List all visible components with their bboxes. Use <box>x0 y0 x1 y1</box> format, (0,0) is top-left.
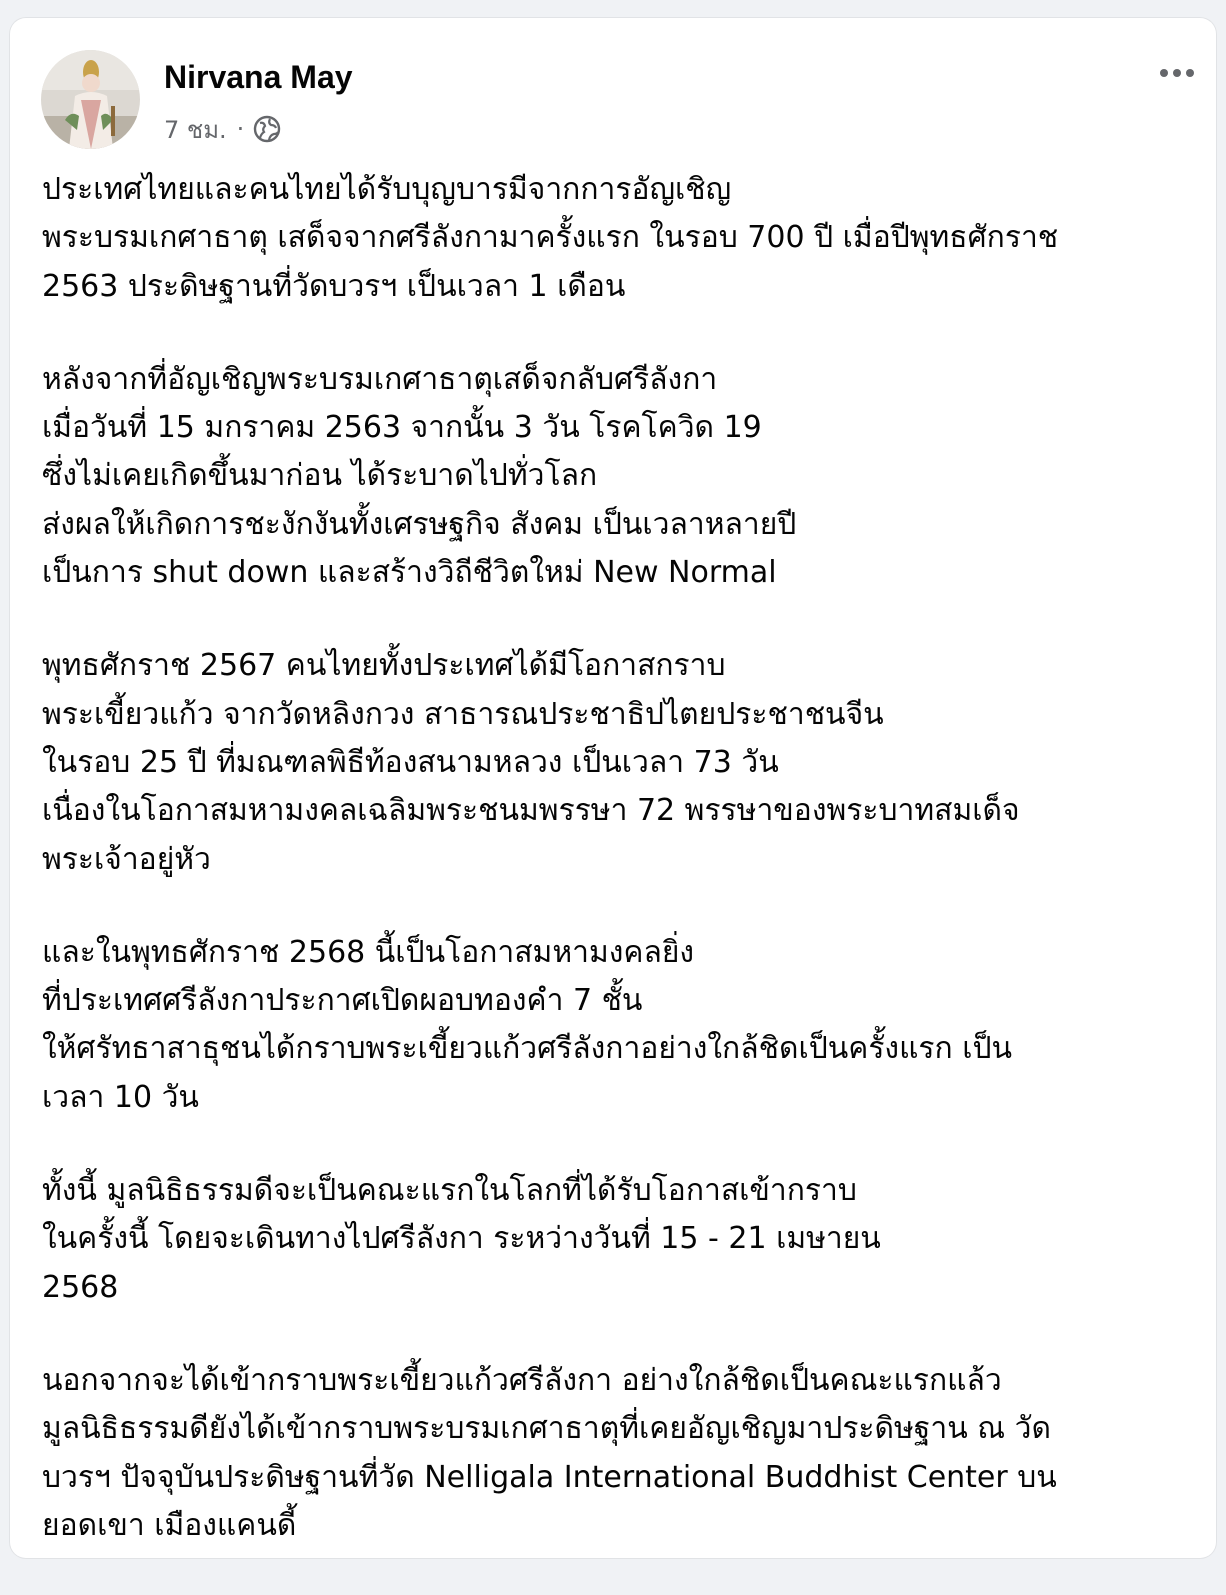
post-text-line: มูลนิธิธรรมดียังได้เข้ากราบพระบรมเกศาธาตุที่เคยอัญเชิญมาประดิษฐาน ณ วัด <box>42 1411 1051 1447</box>
post-text-line: พระเจ้าอยู่หัว <box>42 841 211 877</box>
post-text-line: ทั้งนี้ มูลนิธิธรรมดีจะเป็นคณะแรกในโลกที่ได้รับโอกาสเข้ากราบ <box>42 1173 857 1209</box>
post-paragraph <box>42 166 1192 311</box>
more-options-button[interactable] <box>1154 58 1200 88</box>
post-text-line: พระเขี้ยวแก้ว จากวัดหลิงกวง สาธารณประชาธิปไตยประชาชนจีน <box>42 696 884 732</box>
post-text-line: พระบรมเกศาธาตุ เสด็จจากศรีลังกามาครั้งแรก ในรอบ 700 ปี เมื่อปีพุทธศักราช <box>42 220 1059 256</box>
post-text-line: บวรฯ ปัจจุบันประดิษฐานที่วัด Nelligala International Buddhist Center บน <box>42 1459 1057 1495</box>
post-text-line: ประเทศไทยและคนไทยได้รับบุญบารมีจากการอัญเชิญ <box>42 172 732 207</box>
post-text-line: ที่ประเทศศรีลังกาประกาศเปิดผอบทองคำ 7 ชั้น <box>42 983 643 1019</box>
post-text-line: 2568 <box>42 1269 119 1305</box>
post-text-line: นอกจากจะได้เข้ากราบพระเขี้ยวแก้วศรีลังกา อย่างใกล้ชิดเป็นคณะแรกแล้ว <box>42 1362 1002 1398</box>
post-paragraph <box>42 929 1192 1122</box>
post-paragraph <box>42 1167 1192 1312</box>
post-text-line: เนื่องในโอกาสมหามงคลเฉลิมพระชนมพรรษา 72 พรรษาของพระบาทสมเด็จ <box>42 793 1020 829</box>
avatar[interactable] <box>41 50 140 149</box>
more-horizontal-icon <box>1159 68 1195 78</box>
post-text-line: ซึ่งไม่เคยเกิดขึ้นมาก่อน ได้ระบาดไปทั่วโลก <box>42 458 598 494</box>
post-text-line: หลังจากที่อัญเชิญพระบรมเกศาธาตุเสด็จกลับศรีลังกา <box>42 361 718 397</box>
post-text-line: เวลา 10 วัน <box>42 1079 199 1115</box>
guanyin-statue-icon <box>41 50 140 149</box>
post-text-line: ส่งผลให้เกิดการชะงักงันทั้งเศรษฐกิจ สังคม เป็นเวลาหลายปี <box>42 506 797 542</box>
post-text-line: ให้ศรัทธาสาธุชนได้กราบพระเขี้ยวแก้วศรีลังกาอย่างใกล้ชิดเป็นครั้งแรก เป็น <box>42 1031 1013 1067</box>
post-text-line: และในพุทธศักราช 2568 นี้เป็นโอกาสมหามงคลยิ่ง <box>42 934 695 970</box>
meta-separator: · <box>236 115 245 143</box>
post-text-line: ยอดเขา เมืองแคนดี้ <box>42 1507 297 1543</box>
post-meta <box>164 110 282 148</box>
post-timestamp[interactable]: 7 ชม. <box>164 115 227 144</box>
post-text-line: 2563 ประดิษฐานที่วัดบวรฯ เป็นเวลา 1 เดือน <box>42 268 626 304</box>
post-text-line: เมื่อวันที่ 15 มกราคม 2563 จากนั้น 3 วัน โรคโควิด 19 <box>42 410 762 446</box>
post-body <box>42 166 1192 1595</box>
post-card <box>10 18 1216 1558</box>
post-text-line: ในรอบ 25 ปี ที่มณฑลพิธีท้องสนามหลวง เป็นเวลา 73 วัน <box>42 744 779 780</box>
post-text-line: ในครั้งนี้ โดยจะเดินทางไปศรีลังกา ระหว่างวันที่ 15 - 21 เมษายน <box>42 1221 881 1257</box>
globe-icon[interactable] <box>252 114 282 144</box>
post-paragraph <box>42 642 1192 883</box>
author-name[interactable]: Nirvana May <box>164 59 353 95</box>
post-paragraph <box>42 356 1192 597</box>
post-text-line: พุทธศักราช 2567 คนไทยทั้งประเทศได้มีโอกาสกราบ <box>42 648 726 684</box>
post-paragraph <box>42 1357 1192 1550</box>
post-text-line: เป็นการ shut down และสร้างวิถีชีวิตใหม่ New Normal <box>42 555 777 591</box>
